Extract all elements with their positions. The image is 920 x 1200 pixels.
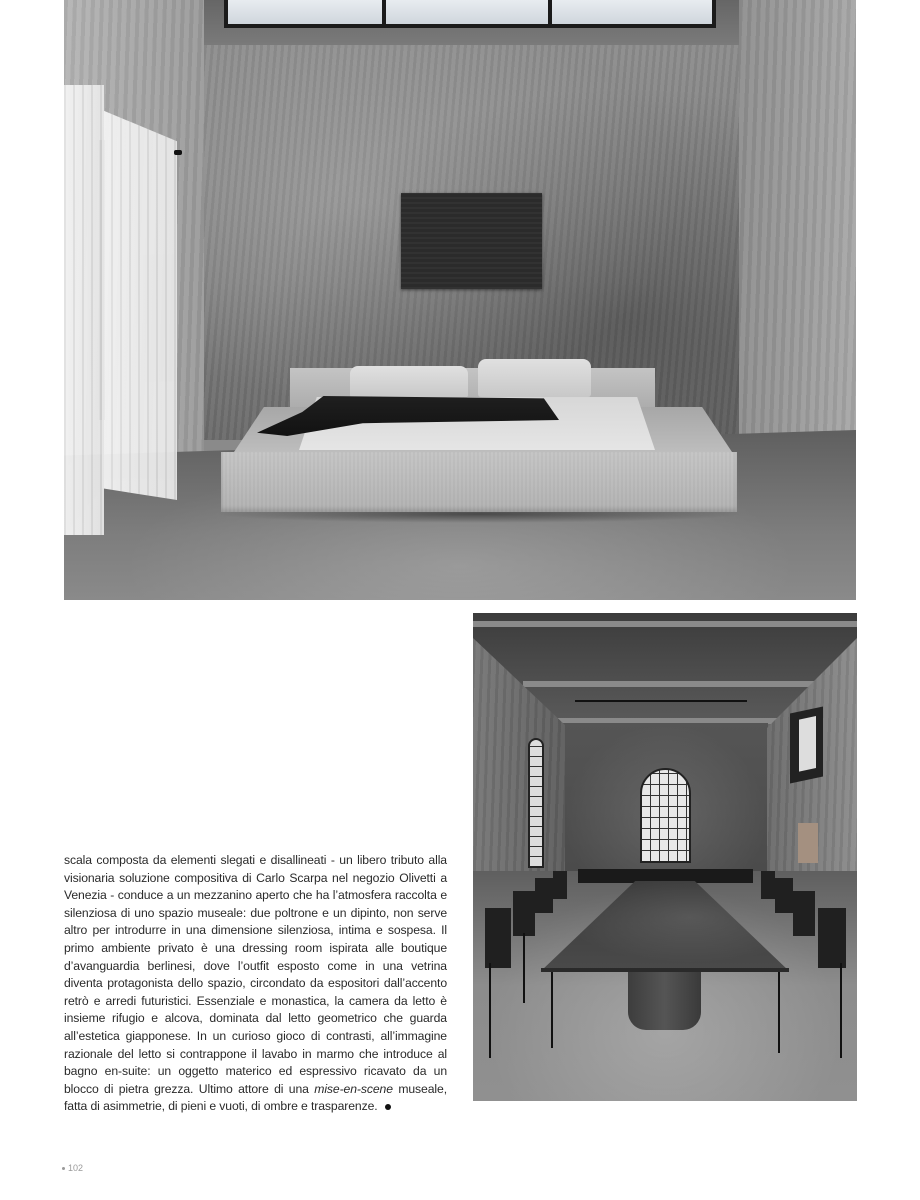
dining-hall-photo	[473, 613, 857, 1101]
article-body	[64, 852, 447, 1116]
chair-leg	[778, 963, 780, 1053]
page-number-value: 102	[68, 1163, 84, 1173]
curtain-rod-end	[174, 150, 182, 155]
chair	[775, 878, 793, 913]
arched-side-window	[528, 738, 544, 868]
wall-mirror-frame	[790, 706, 823, 783]
skylight-window	[224, 0, 716, 28]
ceiling-beam	[473, 621, 857, 627]
table-pedestal	[628, 972, 701, 1030]
chair-leg	[551, 963, 553, 1048]
chair-leg	[840, 963, 842, 1058]
arched-window	[640, 768, 691, 863]
light-track	[575, 700, 747, 702]
chair	[761, 871, 775, 899]
chair	[793, 891, 815, 936]
article-text-end: museale, fatta di asimmetrie, di pieni e vuoti, di ombre e trasparenze.	[64, 1081, 447, 1114]
chair	[485, 908, 511, 968]
dark-artwork	[401, 193, 542, 289]
chair	[553, 871, 567, 899]
chair-leg	[523, 933, 525, 1003]
leaning-artwork	[798, 823, 818, 863]
right-wall	[739, 0, 856, 500]
ceiling-beam	[523, 681, 817, 687]
sheer-curtain-left	[64, 85, 104, 535]
chair-leg	[489, 963, 491, 1058]
pillow-left	[350, 366, 468, 398]
folio-dot-icon	[62, 1167, 65, 1170]
page-number	[62, 1163, 83, 1173]
pillow-right	[478, 359, 591, 397]
bed-platform-base	[221, 452, 737, 512]
bedroom-photo	[64, 0, 856, 600]
article-italic-phrase: mise-en-scene	[314, 1081, 393, 1096]
end-of-article-bullet-icon	[385, 1104, 391, 1110]
chair	[535, 878, 553, 913]
chair	[513, 891, 535, 936]
article-text: scala composta da elementi slegati e disallineati - un libero tributo alla visionaria soluzione compositiva di Carlo Scarpa nel negozio Olivetti a Venezia - conduce a un mezzanino aperto che ha l’atmosfera raccolta e silenziosa di uno spazio museale: due poltrone e un dipinto, non serve altro per introdurre in una dimensione silenziosa, intima e sospesa. Il primo ambiente privato è una dressing room ispirata alle boutique d’avanguardia berlinesi, dove l’outfit esposto come in una vetrina diventa protagonista dello spazio, circondato da espositori dall’accento retrò e arredi futuristici. Essenziale e monastica, la camera da letto è insieme rifugio e alcova, dominata dal letto geometrico che guarda all’estetica giapponese. In un curioso gioco di contrasti, all’immagine razionale del letto si contrappone il lavabo in marmo che introduce al bagno en-suite: un oggetto materico ed espressivo ricavato da un blocco di pietra grezza. Ultimo attore di una	[64, 853, 447, 1096]
far-chairs	[578, 869, 753, 883]
chair	[818, 908, 846, 968]
sheer-curtain-right	[102, 110, 177, 500]
